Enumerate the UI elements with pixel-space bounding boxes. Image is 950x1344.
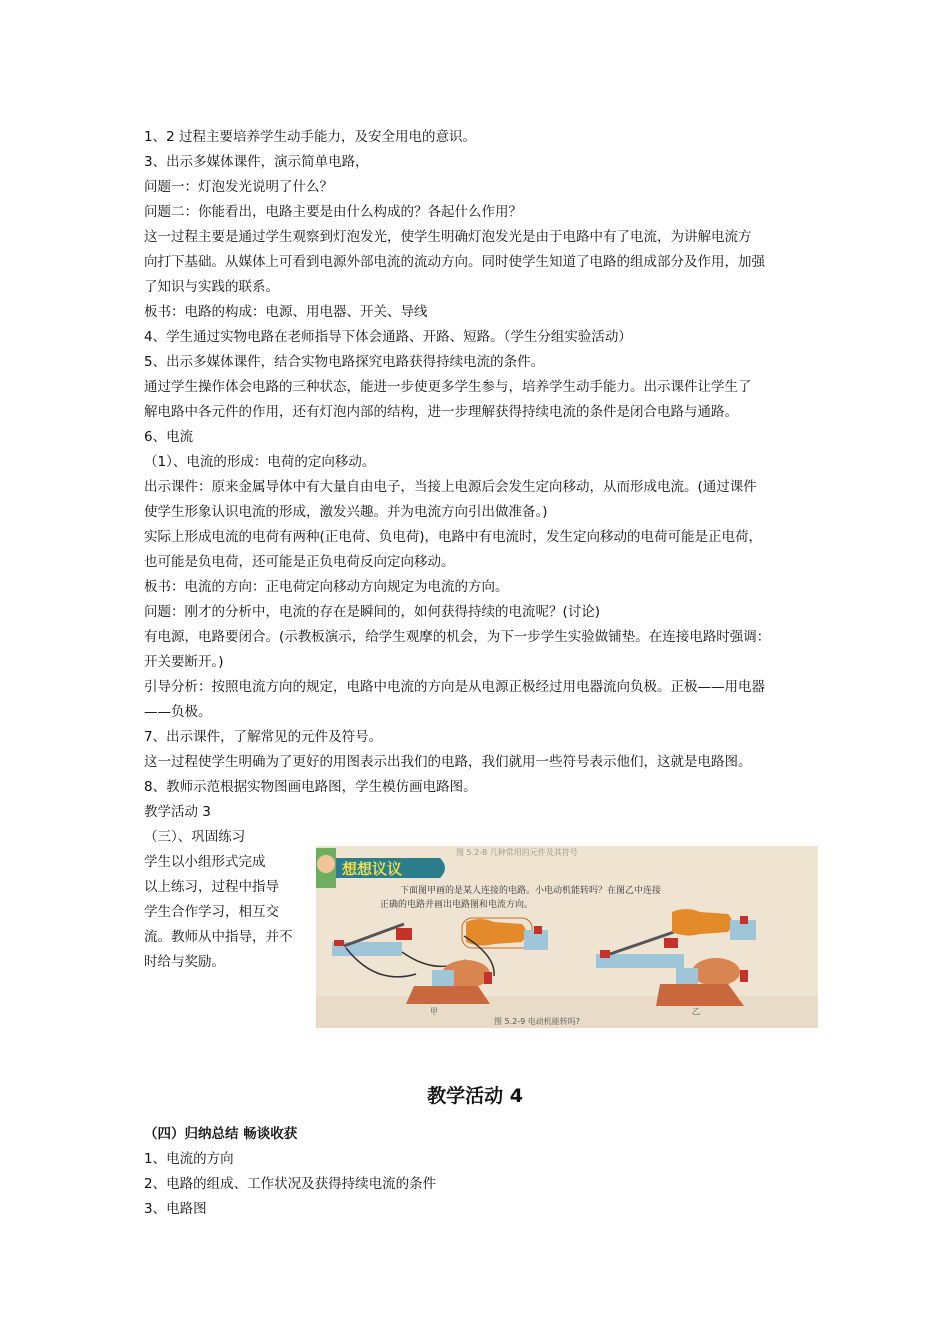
figure-caption-bottom: 图 5.2-9 电动机能转吗? [494,1017,581,1026]
text-line: 板书：电路的构成：电源、用电器、开关、导线 [144,304,428,320]
text-line: 也可能是负电荷，还可能是正负电荷反向定向移动。 [144,554,455,570]
text-line: 引导分析：按照电流方向的规定，电路中电流的方向是从电源正极经过用电器流向负极。正极——用电器 [144,679,765,695]
text-line: 6、电流 [144,429,194,445]
text-line: 时给与奖励。 [144,954,225,970]
text-line: 以上练习，过程中指导 [144,879,279,895]
text-line: 问题：刚才的分析中，电流的存在是瞬间的，如何获得持续的电流呢？(讨论) [144,604,601,620]
figure-banner: 想想议议 [342,860,403,878]
text-line: 学生合作学习，相互交 [144,904,279,920]
figure-prompt-line1: 下面图甲画的是某人连接的电路。小电动机能转吗？在图乙中连接 [400,886,662,896]
text-line: 通过学生操作体会电路的三种状态，能进一步使更多学生参与，培养学生动手能力。出示课件让学生了 [144,379,752,395]
summary-item: 3、电路图 [144,1201,207,1217]
text-line: （1）、电流的形成：电荷的定向移动。 [144,454,376,470]
section-heading: 教学活动 4 [427,1085,523,1107]
text-line: （三）、巩固练习 [144,829,246,845]
text-line: 实际上形成电流的电荷有两种(正电荷、负电荷)，电路中有电流时，发生定向移动的电荷可能是正电荷， [144,529,763,545]
text-line: 这一过程主要是通过学生观察到灯泡发光，使学生明确灯泡发光是由于电路中有了电流，为讲解电流方 [144,229,752,245]
summary-item: 2、电路的组成、工作状况及获得持续电流的条件 [144,1176,437,1192]
text-line: 出示课件：原来金属导体中有大量自由电子，当接上电源后会发生定向移动，从而形成电流。(通过课件 [144,479,757,495]
text-line: 板书：电流的方向：正电荷定向移动方向规定为电流的方向。 [144,579,509,595]
text-line: 问题一：灯泡发光说明了什么？ [144,179,333,195]
text-line: ——负极。 [144,704,212,720]
summary-item: 1、电流的方向 [144,1151,234,1167]
text-line: 了知识与实践的联系。 [144,279,279,295]
text-line: 1、2 过程主要培养学生动手能力，及安全用电的意识。 [144,129,476,145]
text-line: 向打下基础。从媒体上可看到电源外部电流的流动方向。同时使学生知道了电路的组成部分及作用，加强 [144,254,765,270]
textbook-figure [316,846,818,1028]
text-line: 流。教师从中指导，并不 [144,929,293,945]
text-line: 4、学生通过实物电路在老师指导下体会通路、开路、短路。（学生分组实验活动） [144,329,632,345]
figure-prompt-line2: 正确的电路并画出电路图和电流方向。 [380,900,534,910]
text-line: 8、教师示范根据实物图画电路图，学生模仿画电路图。 [144,779,477,795]
text-line: 5、出示多媒体课件，结合实物电路探究电路获得持续电流的条件。 [144,354,545,370]
text-line: 7、出示课件，了解常见的元件及符号。 [144,729,383,745]
text-line: 3、出示多媒体课件，演示简单电路， [144,154,369,170]
text-line: 问题二：你能看出，电路主要是由什么构成的？各起什么作用？ [144,204,522,220]
text-line: 解电路中各元件的作用，还有灯泡内部的结构，进一步理解获得持续电流的条件是闭合电路与通路。 [144,404,738,420]
figure-label-right: 乙 [692,1007,700,1016]
text-line: 教学活动 3 [144,804,211,820]
summary-title: （四）归纳总结 畅谈收获 [144,1126,298,1142]
text-line: 开关要断开。) [144,654,224,670]
figure-label-left: 甲 [430,1007,438,1016]
text-line: 学生以小组形式完成 [144,854,266,870]
text-line: 有电源，电路要闭合。(示教板演示，给学生观摩的机会，为下一步学生实验做铺垫。在连接电路时强调： [144,629,771,645]
text-line: 这一过程使学生明确为了更好的用图表示出我们的电路，我们就用一些符号表示他们，这就是电路图。 [144,754,752,770]
figure-caption-top: 图 5.2-8 几种常用的元件及其符号 [456,848,578,857]
text-line: 使学生形象认识电流的形成，激发兴趣。并为电流方向引出做准备。) [144,504,548,520]
